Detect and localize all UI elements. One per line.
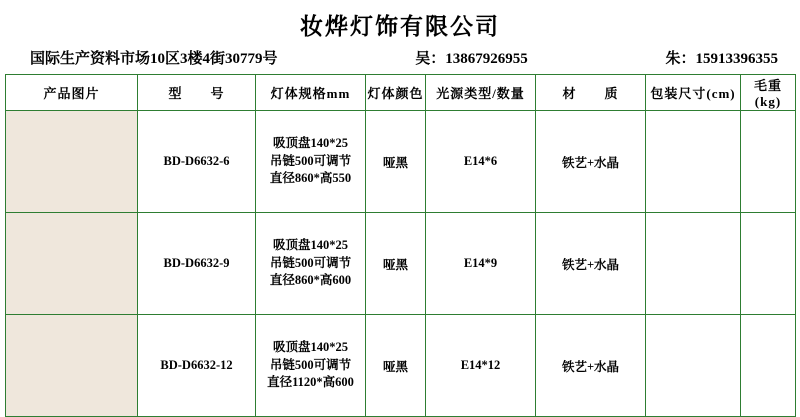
- cell-size: [256, 111, 366, 213]
- size-line: 直径1120*高600: [267, 375, 354, 390]
- cell-size: [256, 315, 366, 417]
- contact-two-label: 朱：: [665, 51, 696, 67]
- contact-one-label: 吴：: [415, 51, 446, 67]
- contact-one-phone: 13867926955: [445, 51, 528, 67]
- cell-gross-weight: [741, 111, 796, 213]
- cell-gross-weight: [741, 213, 796, 315]
- size-line: 吸顶盘140*25: [272, 339, 348, 354]
- cell-gross-weight: [741, 315, 796, 417]
- company-address: 国际生产资料市场10区3楼4街30779号: [30, 51, 278, 67]
- column-header-color: 灯体颜色: [366, 75, 426, 111]
- cell-size: [256, 213, 366, 315]
- cell-material: 铁艺+水晶: [536, 213, 646, 315]
- cell-model: BD-D6632-12: [138, 315, 256, 417]
- size-line: 吊链500可调节: [269, 357, 352, 372]
- size-line: 直径860*高550: [269, 171, 352, 186]
- page-title: 妆烨灯饰有限公司: [300, 14, 500, 39]
- product-spec-table: [5, 74, 796, 417]
- cell-model: BD-D6632-6: [138, 111, 256, 213]
- size-line: 吊链500可调节: [269, 255, 352, 270]
- table-row: [6, 213, 796, 315]
- cell-package-size: [646, 315, 741, 417]
- contact-one: [415, 47, 528, 68]
- column-header-material: 材 质: [536, 75, 646, 111]
- cell-material: 铁艺+水晶: [536, 111, 646, 213]
- product-photo-cell: [6, 111, 138, 213]
- cell-light-source: E14*9: [426, 213, 536, 315]
- size-line: 吊链500可调节: [269, 153, 352, 168]
- contact-bar: [0, 45, 800, 74]
- cell-color: 哑黑: [366, 213, 426, 315]
- column-header-size: 灯体规格mm: [256, 75, 366, 111]
- cell-material: 铁艺+水晶: [536, 315, 646, 417]
- contact-two-phone: 15913396355: [695, 51, 778, 67]
- product-photo-cell: [6, 315, 138, 417]
- cell-package-size: [646, 213, 741, 315]
- cell-light-source: E14*12: [426, 315, 536, 417]
- table-row: [6, 315, 796, 417]
- column-header-model: 型 号: [138, 75, 256, 111]
- size-line: 吸顶盘140*25: [272, 237, 348, 252]
- cell-model: BD-D6632-9: [138, 213, 256, 315]
- cell-color: 哑黑: [366, 315, 426, 417]
- cell-color: 哑黑: [366, 111, 426, 213]
- table-row: [6, 111, 796, 213]
- table-body: [6, 111, 796, 417]
- column-header-photo: 产品图片: [6, 75, 138, 111]
- column-header-package-size: 包装尺寸(cm): [646, 75, 741, 111]
- size-line: 直径860*高600: [269, 273, 352, 288]
- column-header-light-source: 光源类型/数量: [426, 75, 536, 111]
- cell-light-source: E14*6: [426, 111, 536, 213]
- contact-two: [665, 47, 778, 68]
- table-header-row: [6, 75, 796, 111]
- size-line: 吸顶盘140*25: [272, 135, 348, 150]
- product-photo-cell: [6, 213, 138, 315]
- cell-package-size: [646, 111, 741, 213]
- column-header-gross-weight: 毛重(kg): [741, 75, 796, 111]
